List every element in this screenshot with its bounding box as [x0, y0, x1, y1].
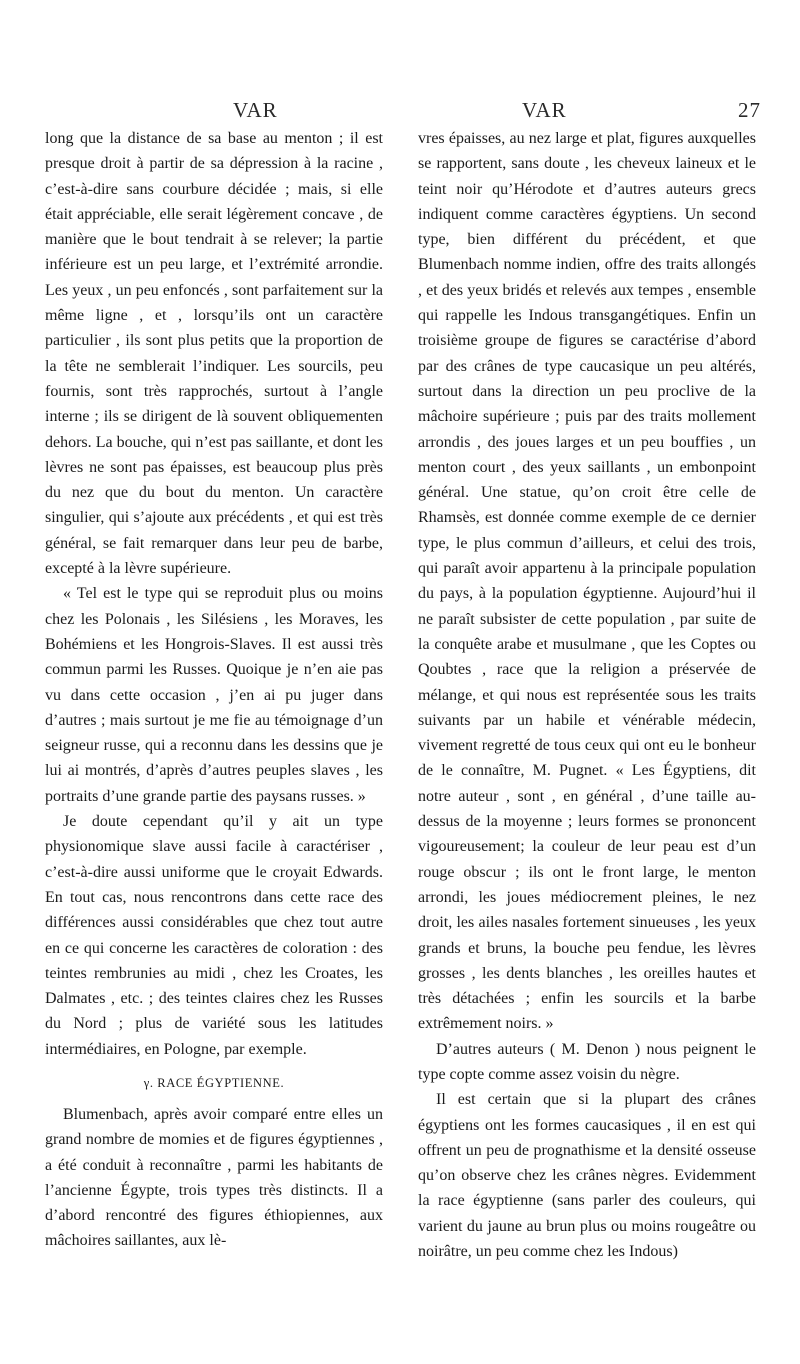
- paragraph: Blumenbach, après avoir comparé entre elles un grand nombre de momies et de figures égyptiennes , a été conduit à reconnaître , parmi les habitants de l’ancienne Égypte, trois types très distincts. Il a d’abord rencontré des figures éthiopiennes, aux mâchoires saillantes, aux lè-: [45, 1105, 383, 1250]
- running-head-left: VAR: [233, 98, 278, 122]
- paragraph: long que la distance de sa base au menton ; il est presque droit à partir de sa dépression à la racine , c’est-à-dire sans courbure décidée ; mais, si elle était appréciable, elle serait légèrement concave , de manière que le bout tendrait à se relever; la partie inférieure est un peu large, et l’extrémité arrondie. Les yeux , un peu enfoncés , sont parfaitement sur la même ligne , et , lorsqu’ils ont un caractère particulier , ils sont plus petits que la proportion de la tête ne semblerait l’indiquer. Les sourcils, peu fournis, sont très rapprochés, surtout à l’angle interne ; ils se dirigent de là souvent obliquementen dehors. La bouche, qui n’est pas saillante, et dont les lèvres ne sont pas épaisses, est beaucoup plus près du nez que du bout du menton. Un caractère singulier, qui s’ajoute aux précédents , et qui est très général, se fait remarquer dans leur peu de barbe, excepté à la lèvre supérieure.: [45, 130, 383, 578]
- right-column: [418, 126, 756, 1264]
- paragraph: Je doute cependant qu’il y ait un type physionomique slave aussi facile à caractériser , c’est-à-dire aussi uniforme que le croyait Edwards. En tout cas, nous rencontrons dans cette race des différences aussi considérables que chez tout autre en ce qui concerne les caractères de coloration : des teintes rembrunies au midi , chez les Croates, les Dalmates , etc. ; des teintes claires chez les Russes du Nord ; plus de variété sous les latitudes intermédiaires, en Pologne, par exemple.: [45, 813, 383, 1058]
- left-column: [45, 126, 383, 1254]
- section-heading: γ. RACE ÉGYPTIENNE.: [143, 1075, 285, 1090]
- paragraph: Il est certain que si la plupart des crânes égyptiens ont les formes caucasiques , il en est qui offrent un peu de prognathisme et la densité osseuse qu’on observe chez les crânes nègres. Evidemment la race égyptienne (sans parler des couleurs, qui varient du jaune au brun plus ou moins rougeâtre ou noirâtre, un peu comme chez les Indous): [418, 1091, 756, 1261]
- paragraph: vres épaisses, au nez large et plat, figures auxquelles se rapportent, sans doute , les cheveux laineux et le teint noir qu’Hérodote et d’autres auteurs grecs indiquent comme caractères égyptiens. Un second type, bien différent du précédent, et que Blumenbach nomme indien, offre des traits allongés , et des yeux bridés et relevés aux tempes , ensemble qui rappelle les Indous transgangétiques. Enfin un troisième groupe de figures se caractérise d’abord par des crânes de type caucasique un peu altérés, surtout dans la direction un peu proclive de la mâchoire supérieure ; puis par des traits mollement arrondis , des joues larges et un peu bouffies , un menton court , des yeux saillants , un embonpoint général. Une statue, qu’on croit être celle de Rhamsès, est donnée comme exemple de ce dernier type, le plus commun d’ailleurs, et celui des trois, qui paraît avoir appartenu à la principale population du pays, à la population égyptienne. Aujourd’hui il ne paraît subsister de cette population , par suite de la conquête arabe et musulmane , que les Coptes ou Qoubtes , race que la religion a préservée de mélange, et qui nous est représentée sous les traits suivants par un habile et vénérable médecin, vivement regretté de tous ceux qui ont eu le bonheur de le connaître, M. Pugnet. « Les Égyptiens, dit notre auteur , sont , en général , d’une taille au-dessus de la moyenne ; leurs formes se prononcent vigoureusement; la couleur de leur peau est d’un rouge obscur ; ils ont le front large, le menton arrondi, les joues médiocrement pleines, le nez droit, les ailes nasales fortement sinueuses , les yeux grands et bruns, la bouche peu fendue, les lèvres grosses , les dents blanches , les oreilles hautes et très détachées ; enfin les sourcils et la barbe extrêmement noirs. »: [418, 130, 756, 1033]
- paragraph: « Tel est le type qui se reproduit plus ou moins chez les Polonais , les Silésiens , les Moraves, les Bohémiens et les Hongrois-Slaves. Il est aussi très commun parmi les Russes. Quoique je n’en aie pas vu dans cette occasion , j’en ai pu juger dans d’autres ; mais surtout je me fie au témoignage d’un seigneur russe, qui a reconnu dans les dessins que je lui ai montrés, d’après d’autres peuples slaves , les portraits d’une grande partie des paysans russes. »: [45, 585, 383, 805]
- paragraph: D’autres auteurs ( M. Denon ) nous peignent le type copte comme assez voisin du nègre.: [418, 1040, 756, 1083]
- running-head-right: VAR: [522, 98, 567, 122]
- page-number: 27: [738, 98, 761, 122]
